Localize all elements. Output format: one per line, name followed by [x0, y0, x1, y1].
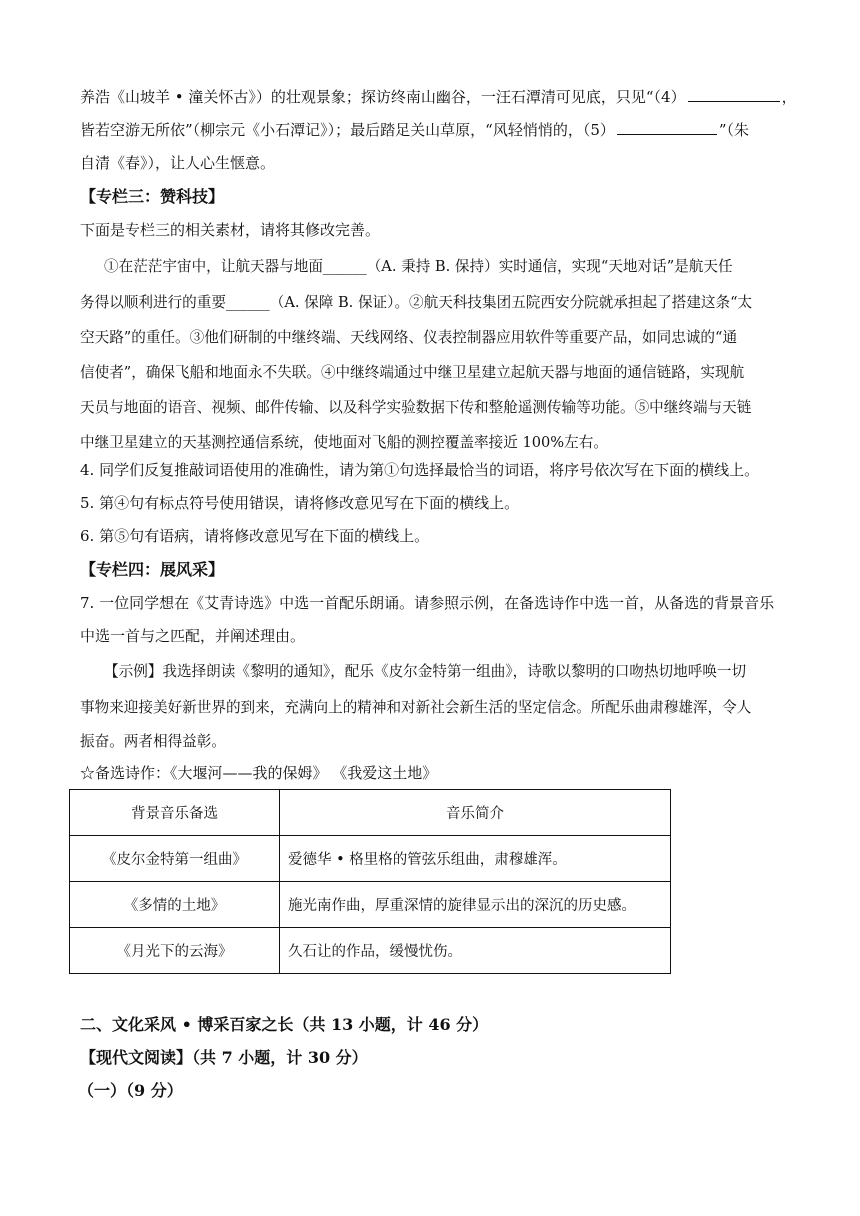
section3-intro: 下面是专栏三的相关素材，请将其修改完善。 [80, 221, 381, 239]
table-header: 背景音乐备选 [70, 790, 280, 836]
table-row [70, 928, 671, 974]
candidate-poems: ☆备选诗作：《大堰河——我的保姆》 《我爱这土地》 [80, 764, 438, 782]
example-line-2: 事物来迎接美好新世界的到来，充满向上的精神和对新社会新生活的坚定信念。所配乐曲肃穆雄浑，令人 [80, 699, 752, 716]
table-cell: 《多情的土地》 [70, 882, 280, 928]
part2-sub1: （一）（9 分） [78, 1081, 183, 1100]
continuation-line-1 [80, 86, 797, 108]
table-cell: 《皮尔金特第一组曲》 [70, 836, 280, 882]
part2-heading: 二、文化采风 • 博采百家之长（共 13 小题，计 46 分） [80, 1015, 489, 1034]
material-line-2: 务得以顺利进行的重要______（A. 保障 B. 保证）。②航天科技集团五院西安分院就承担起了搭建这条“太 [80, 294, 753, 311]
part2-subheading: 【现代文阅读】（共 7 小题，计 30 分） [80, 1048, 368, 1067]
continuation-line-2 [80, 119, 790, 141]
table-cell: 施光南作曲，厚重深情的旋律显示出的深沉的历史感。 [280, 882, 671, 928]
example-line-1: 【示例】我选择朗读《黎明的通知》，配乐《皮尔金特第一组曲》，诗歌以黎明的口吻热切地呼唤一切 [104, 663, 747, 680]
question-5: 5. 第④句有标点符号使用错误，请将修改意见写在下面的横线上。 [80, 494, 520, 512]
question-4: 4. 同学们反复推敲词语使用的准确性，请为第①句选择最恰当的词语，将序号依次写在下面的横线上。 [80, 461, 760, 479]
continuation-text: ”（朱 [718, 121, 750, 139]
material-line-6: 中继卫星建立的天基测控通信系统，使地面对飞船的测控覆盖率接近 100%左右。 [80, 434, 608, 451]
continuation-line-3: 自清《春》），让人心生惬意。 [80, 154, 276, 172]
table-header-row [70, 790, 671, 836]
continuation-text: 皆若空游无所依”（柳宗元《小石潭记》）；最后踏足关山草原，“风轻悄悄的，（5） [80, 121, 615, 139]
section4-heading: 【专栏四：展风采】 [80, 560, 225, 579]
material-line-5: 天员与地面的语音、视频、邮件传输、以及科学实验数据下传和整舱遥测传输等功能。⑤中继终端与天链 [80, 399, 752, 416]
question-7-line-1: 7. 一位同学想在《艾青诗选》中选一首配乐朗诵。请参照示例，在备选诗作中选一首，从备选的背景音乐 [80, 594, 775, 612]
material-line-4: 信使者”，确保飞船和地面永不失联。④中继终端通过中继卫星建立起航天器与地面的通信链路，实现航 [80, 364, 745, 381]
answer-blank-5[interactable] [617, 119, 717, 135]
answer-blank-4[interactable] [688, 86, 780, 102]
example-line-3: 振奋。两者相得益彰。 [80, 733, 226, 750]
table-row [70, 836, 671, 882]
table-header: 音乐简介 [280, 790, 671, 836]
continuation-text: 养浩《山坡羊 • 潼关怀古》）的壮观景象；探访终南山幽谷，一汪石潭清可见底，只见“（4） [80, 88, 686, 106]
question-6: 6. 第⑤句有语病，请将修改意见写在下面的横线上。 [80, 527, 430, 545]
continuation-text: ， [781, 88, 797, 106]
table-row [70, 882, 671, 928]
table-cell: 爱德华 • 格里格的管弦乐组曲，肃穆雄浑。 [280, 836, 671, 882]
material-line-1: ①在茫茫宇宙中，让航天器与地面______（A. 秉持 B. 保持）实时通信，实现“天地对话”是航天任 [104, 258, 733, 275]
material-line-3: 空天路”的重任。③他们研制的中继终端、天线网络、仪表控制器应用软件等重要产品，如同忠诚的“通 [80, 329, 738, 346]
section3-heading: 【专栏三：赞科技】 [80, 187, 225, 206]
music-table [69, 789, 671, 974]
table-cell: 久石让的作品，缓慢忧伤。 [280, 928, 671, 974]
table-cell: 《月光下的云海》 [70, 928, 280, 974]
question-7-line-2: 中选一首与之匹配，并阐述理由。 [80, 627, 306, 645]
